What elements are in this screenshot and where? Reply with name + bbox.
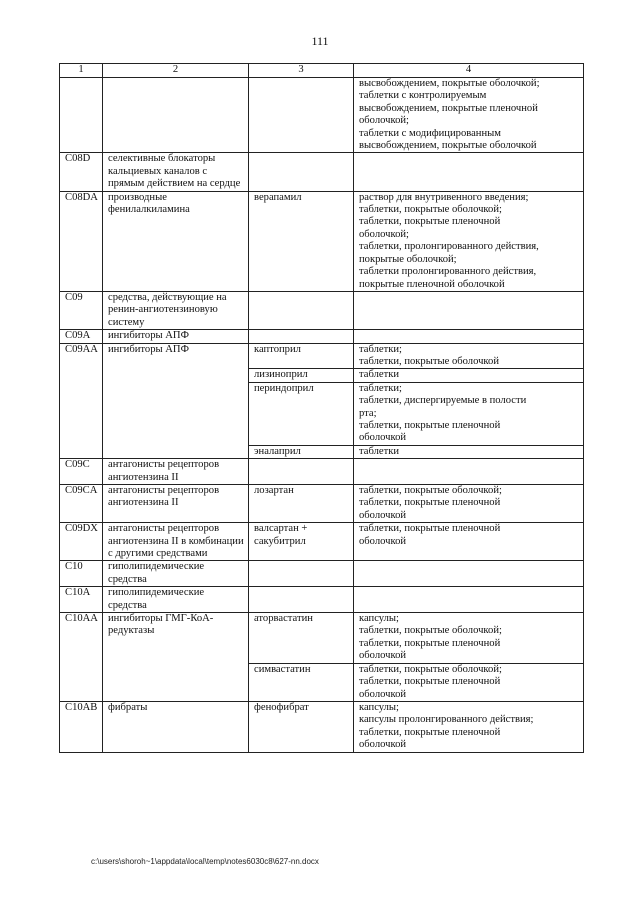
dosage-form-line: оболочкой xyxy=(359,432,407,444)
group-name-cell: антагонисты рецепторов ангиотензина II xyxy=(103,485,249,523)
dosage-form-line: покрытые пленочной оболочкой xyxy=(359,278,505,290)
table-row xyxy=(60,523,584,561)
dosage-form-line: покрытые оболочкой; xyxy=(359,253,457,265)
dosage-form-line: таблетки, пролонгированного действия, xyxy=(359,241,539,253)
dosage-form-line: высвобождением, покрытые оболочкой; xyxy=(359,78,540,89)
dosage-form-line: оболочкой; xyxy=(359,228,409,240)
table-row xyxy=(60,701,584,752)
dosage-forms-cell xyxy=(354,613,584,664)
dosage-forms-cell xyxy=(354,587,584,613)
drug-name-cell: аторвастатин xyxy=(249,613,354,664)
dosage-forms-cell xyxy=(354,523,584,561)
column-header: 2 xyxy=(103,64,249,78)
dosage-forms-cell xyxy=(354,330,584,343)
dosage-forms-cell xyxy=(354,369,584,382)
atc-code-cell: C09C xyxy=(60,459,103,485)
group-name-cell: ингибиторы АПФ xyxy=(103,330,249,343)
drug-name-cell xyxy=(249,153,354,191)
dosage-forms-cell xyxy=(354,291,584,329)
atc-code-cell: C09 xyxy=(60,291,103,329)
dosage-form-line: таблетки, покрытые оболочкой; xyxy=(359,485,502,496)
dosage-form-line: таблетки, покрытые пленочной xyxy=(359,726,501,738)
drug-name-cell xyxy=(249,291,354,329)
dosage-forms-cell xyxy=(354,343,584,369)
dosage-forms-cell xyxy=(354,445,584,458)
dosage-form-line: таблетки, покрытые оболочкой; xyxy=(359,625,502,637)
dosage-form-line: раствор для внутривенного введения; xyxy=(359,191,529,203)
table-body xyxy=(60,78,584,753)
dosage-forms-cell xyxy=(354,663,584,701)
drug-name-cell: периндоприл xyxy=(249,382,354,445)
dosage-forms-cell xyxy=(354,78,584,153)
table-row xyxy=(60,191,584,291)
dosage-form-line: таблетки, покрытые пленочной xyxy=(359,497,501,509)
dosage-form-line: рта; xyxy=(359,407,377,419)
file-path-footer: c:\users\shoroh~1\appdata\local\temp\notes6030c8\627-nn.docx xyxy=(91,857,319,866)
dosage-form-line: оболочкой; xyxy=(359,115,409,127)
column-header: 4 xyxy=(354,64,584,78)
dosage-forms-cell xyxy=(354,382,584,445)
drug-name-cell: лозартан xyxy=(249,485,354,523)
table-header-row xyxy=(60,64,584,78)
column-header: 3 xyxy=(249,64,354,78)
group-name-cell: антагонисты рецепторов ангиотензина II в комбинации с другими средствами xyxy=(103,523,249,561)
dosage-form-line: оболочкой xyxy=(359,650,407,662)
drug-name-cell xyxy=(249,587,354,613)
dosage-form-line: таблетки, покрытые пленочной xyxy=(359,523,501,535)
drug-name-cell xyxy=(249,459,354,485)
atc-code-cell: C09A xyxy=(60,330,103,343)
dosage-form-line: таблетки; xyxy=(359,343,402,355)
dosage-form-line: таблетки, покрытые оболочкой xyxy=(359,355,499,367)
dosage-form-line: оболочкой xyxy=(359,688,407,700)
table-row xyxy=(60,485,584,523)
drug-name-cell xyxy=(249,78,354,153)
table-row xyxy=(60,330,584,343)
group-name-cell: антагонисты рецепторов ангиотензина II xyxy=(103,459,249,485)
drug-name-cell: лизиноприл xyxy=(249,369,354,382)
table-row xyxy=(60,291,584,329)
drug-name-cell xyxy=(249,561,354,587)
dosage-form-line: таблетки, покрытые пленочной xyxy=(359,419,501,431)
drug-name-cell: верапамил xyxy=(249,191,354,291)
drug-name-cell: каптоприл xyxy=(249,343,354,369)
drug-name-cell xyxy=(249,330,354,343)
atc-code-cell: C09AA xyxy=(60,343,103,459)
page-number: 111 xyxy=(311,34,329,48)
drug-name-cell: эналаприл xyxy=(249,445,354,458)
drug-name-cell: фенофибрат xyxy=(249,701,354,752)
atc-code-cell: C09CA xyxy=(60,485,103,523)
dosage-form-line: таблетки с модифицированным xyxy=(359,127,501,139)
group-name-cell: производные фенилалкиламина xyxy=(103,191,249,291)
dosage-form-line: таблетки, покрытые оболочкой; xyxy=(359,204,502,216)
dosage-forms-cell xyxy=(354,459,584,485)
dosage-forms-cell xyxy=(354,153,584,191)
group-name-cell: средства, действующие на ренин-ангиотензиновую систему xyxy=(103,291,249,329)
dosage-form-line: капсулы; xyxy=(359,613,399,625)
group-name-cell: ингибиторы ГМГ-КоА-редуктазы xyxy=(103,613,249,702)
dosage-form-line: таблетки, покрытые пленочной xyxy=(359,216,501,228)
dosage-form-line: оболочкой xyxy=(359,739,407,751)
dosage-forms-cell xyxy=(354,701,584,752)
dosage-forms-cell xyxy=(354,191,584,291)
dosage-form-line: таблетки пролонгированного действия, xyxy=(359,266,537,278)
group-name-cell: ингибиторы АПФ xyxy=(103,343,249,459)
dosage-form-line: капсулы; xyxy=(359,701,399,713)
atc-code-cell: C10A xyxy=(60,587,103,613)
column-header: 1 xyxy=(60,64,103,78)
dosage-form-line: высвобождением, покрытые оболочкой xyxy=(359,140,537,152)
dosage-form-line: таблетки; xyxy=(359,382,402,394)
dosage-form-line: таблетки, диспергируемые в полости xyxy=(359,395,527,407)
dosage-form-line: таблетки, покрытые пленочной xyxy=(359,676,501,688)
group-name-cell: селективные блокаторы кальциевых каналов с прямым действием на сердце xyxy=(103,153,249,191)
atc-code-cell: C10 xyxy=(60,561,103,587)
group-name-cell: фибраты xyxy=(103,701,249,752)
group-name-cell: гиполипидемические средства xyxy=(103,561,249,587)
dosage-form-line: оболочкой xyxy=(359,509,407,521)
dosage-form-line: высвобождением, покрытые пленочной xyxy=(359,102,538,114)
atc-code-cell: C10AB xyxy=(60,701,103,752)
group-name-cell: гиполипидемические средства xyxy=(103,587,249,613)
dosage-form-line: капсулы пролонгированного действия; xyxy=(359,714,534,726)
table-row xyxy=(60,459,584,485)
table-row xyxy=(60,78,584,153)
dosage-form-line: таблетки xyxy=(359,369,400,381)
drug-classification-table xyxy=(59,63,584,753)
atc-code-cell: C09DX xyxy=(60,523,103,561)
atc-code-cell xyxy=(60,78,103,153)
dosage-form-line: таблетки, покрытые оболочкой; xyxy=(359,663,502,675)
drug-name-cell: симвастатин xyxy=(249,663,354,701)
dosage-form-line: таблетки с контролируемым xyxy=(359,90,487,102)
dosage-forms-cell xyxy=(354,485,584,523)
table-row xyxy=(60,153,584,191)
dosage-form-line: таблетки xyxy=(359,445,400,457)
dosage-forms-cell xyxy=(354,561,584,587)
atc-code-cell: C10AA xyxy=(60,613,103,702)
atc-code-cell: C08D xyxy=(60,153,103,191)
group-name-cell xyxy=(103,78,249,153)
table-row xyxy=(60,561,584,587)
atc-code-cell: C08DA xyxy=(60,191,103,291)
dosage-form-line: оболочкой xyxy=(359,535,407,547)
drug-name-cell: валсартан + сакубитрил xyxy=(249,523,354,561)
dosage-form-line: таблетки, покрытые пленочной xyxy=(359,637,501,649)
table-row xyxy=(60,343,584,369)
table-row xyxy=(60,613,584,664)
table-row xyxy=(60,587,584,613)
